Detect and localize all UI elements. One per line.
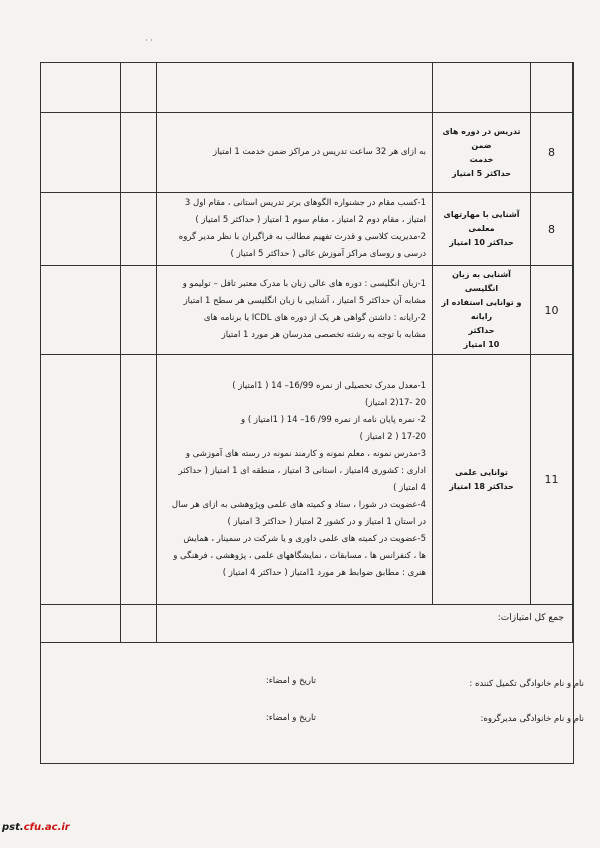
row-title — [433, 266, 531, 355]
row-description — [157, 266, 433, 355]
row-title-line: حداکثر 18 امتیاز — [449, 481, 514, 491]
row-title — [433, 113, 531, 193]
signature-manager-date: تاریخ و امضاء: — [265, 713, 316, 723]
description-line: هنری : مطابق ضوابط هر مورد 1امتیاز ( حداکثر 4 امتیاز ) — [222, 567, 426, 578]
table-row — [41, 63, 573, 113]
table-row — [41, 193, 573, 266]
row-title-line: و توانایی استفاده از رایانه — [441, 298, 522, 321]
score-cell — [41, 355, 121, 605]
table-row — [41, 355, 573, 605]
description-line: 2-مدیریت کلاسی و قدرت تفهیم مطالب به فراگیران با نظر مدیر گروه — [178, 232, 426, 242]
row-title-line: حداکثر — [468, 326, 495, 335]
description-line: 4-عضویت در شورا ، ستاد و کمیته های علمی وپژوهشی به ازای هر سال — [171, 499, 426, 510]
row-number: 8 — [531, 193, 573, 266]
description-line: 1-کسب مقام در جشنواره الگوهای برتر تدریس استانی ، مقام اول 3 — [184, 198, 426, 208]
row-description — [157, 63, 433, 113]
table-row — [41, 266, 573, 355]
description-line: مشابه با توجه به رشته تخصصی مدرسان هر مورد 1 امتیاز — [221, 330, 426, 340]
signature-completer-date: تاریخ و امضاء: — [265, 676, 316, 686]
table-row — [41, 113, 573, 193]
total-label: جمع کل امتیازات: — [157, 605, 573, 643]
row-title-line: توانایی علمی — [455, 467, 508, 477]
score-cell — [41, 63, 121, 113]
total-cell — [121, 605, 157, 643]
row-title-line: حداکثر 10 امتیاز — [449, 238, 514, 247]
score-cell — [41, 113, 121, 193]
total-row — [41, 605, 573, 643]
description-line: ها ، کنفرانس ها ، مسابقات ، نمایشگاههای علمی ، پژوهشی ، فرهنگی و — [173, 550, 426, 561]
row-title — [433, 355, 531, 605]
row-title — [433, 63, 531, 113]
total-cell — [41, 605, 121, 643]
row-title-line: آشنایی با مهارتهای معلمی — [443, 210, 520, 233]
scan-mark: · · — [145, 36, 153, 45]
row-description — [157, 355, 433, 605]
description-line: 17-20 ( 2 امتیاز ) — [359, 431, 426, 442]
row-title-line: 10 امتیاز — [463, 340, 500, 349]
score-cell — [121, 355, 157, 605]
row-number: 10 — [531, 266, 573, 355]
row-title-line: حداکثر 5 امتیاز — [451, 168, 511, 178]
row-description — [157, 193, 433, 266]
score-cell — [121, 63, 157, 113]
description-line: امتیاز ، مقام دوم 2 امتیاز ، مقام سوم 1 امتیاز ( حداکثر 5 امتیاز ) — [195, 215, 426, 225]
row-title — [433, 193, 531, 266]
signature-completer-name: نام و نام خانوادگی تکمیل کننده : — [469, 679, 584, 689]
row-title-line: تدریس در دوره های ضمن — [442, 126, 521, 150]
description-line: 1-زبان انگلیسی : دوره های عالی زبان با مدرک معتبر تافل – تولیمو و — [182, 279, 426, 289]
description-line: 3-مدرس نمونه ، معلم نمونه و کارمند نمونه در رسته های آموزشی و — [185, 448, 426, 459]
score-cell — [121, 193, 157, 266]
score-cell — [41, 266, 121, 355]
description-line: 2- نمره پایان نامه از نمره 99/ 16– 14 ( 1امتیاز ) و — [241, 414, 426, 425]
signature-manager-name: نام و نام خانوادگی مدیرگروه: — [480, 714, 584, 724]
row-title-line: خدمت — [469, 154, 494, 164]
description-line: مشابه آن حداکثر 5 امتیاز ، آشنایی با زبان انگلیسی هر سطح 1 امتیاز — [183, 296, 426, 306]
description-line: 4 امتیاز ) — [393, 482, 426, 493]
score-table — [40, 62, 573, 643]
description-line: به ازای هر 32 ساعت تدریس در مراکز ضمن خدمت 1 امتیاز — [212, 147, 426, 157]
description-line: 20 -17(2 امتیاز) — [365, 397, 426, 408]
description-line: در استان 1 امتیاز و در کشور 2 امتیاز ( حداکثر 3 امتیاز ) — [227, 516, 426, 527]
description-line: اداری : کشوری 4امتیاز ، استانی 3 امتیاز ، منطقه ای 1 امتیاز ( حداکثر — [178, 465, 426, 476]
row-number: 8 — [531, 113, 573, 193]
score-cell — [121, 113, 157, 193]
description-line: 2-رایانه : داشتن گواهی هر یک از دوره های ICDL یا برنامه های — [203, 313, 426, 323]
description-line: 5-عضویت در کمیته های علمی داوری و یا شرکت در سمینار ، همایش — [183, 533, 426, 544]
score-cell — [121, 266, 157, 355]
row-title-line: آشنایی به زبان انگلیسی — [452, 270, 511, 293]
description-line: 1-معدل مدرک تحصیلی از نمره 16/99– 14 ( 1امتیاز ) — [232, 380, 426, 391]
description-line: درسی و روسای مراکز آموزش عالی ( حداکثر 5 امتیاز ) — [230, 249, 426, 259]
row-number: 11 — [531, 355, 573, 605]
cfu-logo: pst.cfu.ac.ir — [2, 822, 70, 833]
row-number — [531, 63, 573, 113]
row-description — [157, 113, 433, 193]
score-cell — [41, 193, 121, 266]
